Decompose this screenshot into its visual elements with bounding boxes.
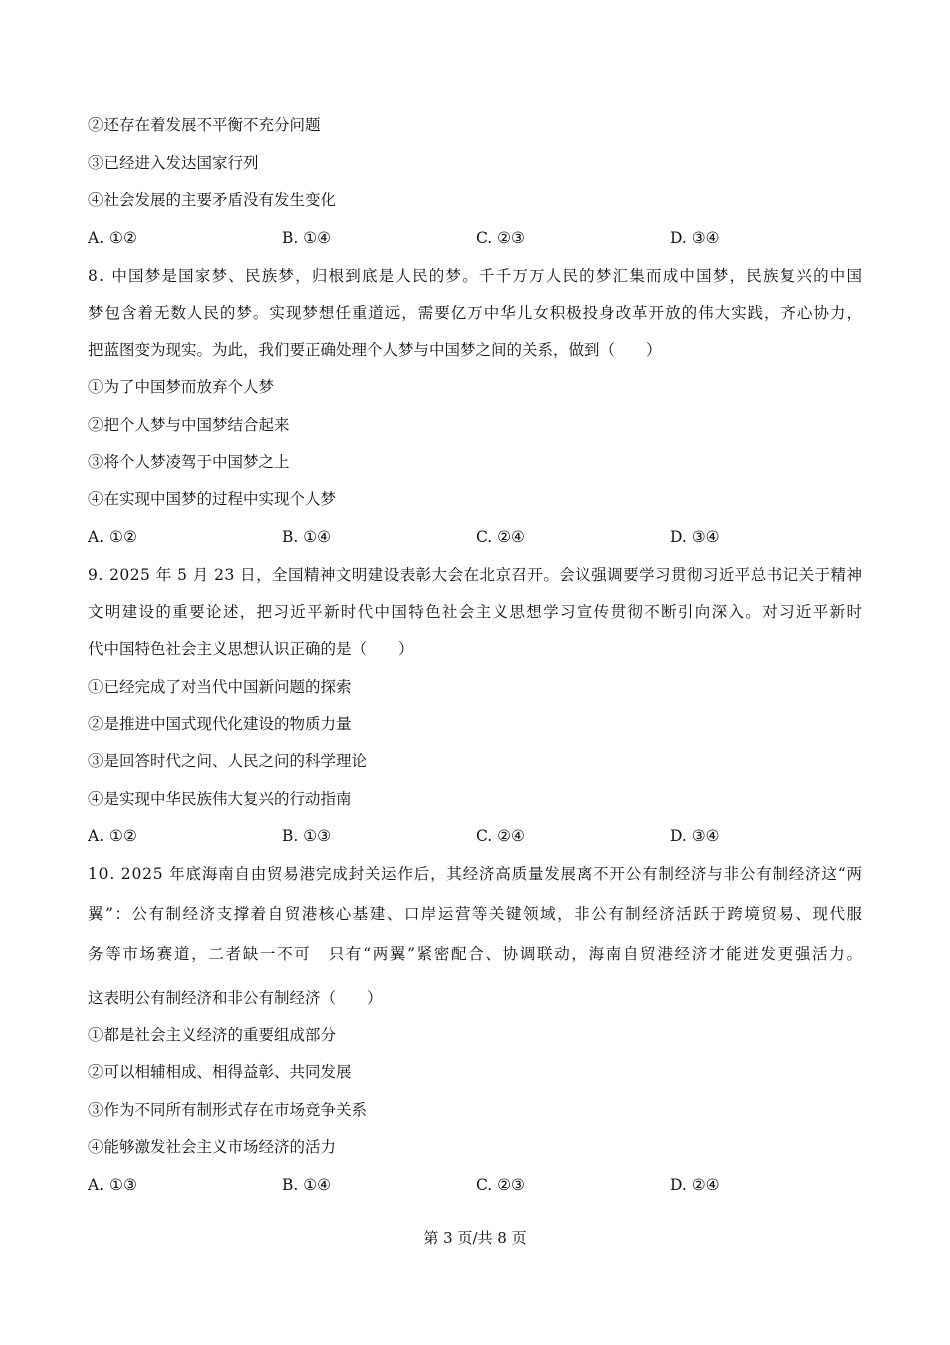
q10-item-4: ④能够激发社会主义市场经济的活力 — [88, 1138, 337, 1156]
q9-item-4: ④是实现中华民族伟大复兴的行动指南 — [88, 790, 352, 808]
q7-options — [88, 228, 862, 248]
q8-option-a: A. ①② — [88, 528, 137, 546]
q8-option-d: D. ③④ — [670, 528, 720, 546]
q9-options — [88, 826, 862, 846]
q10-option-a: A. ①③ — [88, 1176, 137, 1194]
q10-stem-line-4: 这表明公有制经济和非公有制经济（ ） — [88, 989, 383, 1007]
q10-option-d: D. ②④ — [670, 1176, 720, 1194]
q7-item-2: ②还存在着发展不平衡不充分问题 — [88, 116, 321, 134]
q9-item-2: ②是推进中国式现代化建设的物质力量 — [88, 715, 352, 733]
q9-item-1: ①已经完成了对当代中国新问题的探索 — [88, 678, 352, 696]
q10-item-1: ①都是社会主义经济的重要组成部分 — [88, 1026, 337, 1044]
q8-item-2: ②把个人梦与中国梦结合起来 — [88, 416, 290, 434]
q7-option-d: D. ③④ — [670, 229, 720, 247]
q9-stem-line-2: 文明建设的重要论述，把习近平新时代中国特色社会主义思想学习宣传贯彻不断引向深入。对习近平新时 — [88, 603, 864, 621]
q10-option-b: B. ①④ — [282, 1176, 332, 1194]
q8-item-3: ③将个人梦凌驾于中国梦之上 — [88, 453, 290, 471]
q7-item-3: ③已经进入发达国家行列 — [88, 154, 259, 172]
q10-options — [88, 1175, 862, 1195]
q9-option-a: A. ①② — [88, 827, 137, 845]
q10-stem-line-1: 10. 2025 年底海南自由贸易港完成封关运作后，其经济高质量发展离不开公有制经济与非公有制经济这“两 — [88, 865, 863, 883]
q8-stem-line-1: 8. 中国梦是国家梦、民族梦，归根到底是人民的梦。千千万万人民的梦汇集而成中国梦，民族复兴的中国 — [88, 267, 864, 285]
q7-option-a: A. ①② — [88, 229, 137, 247]
q8-item-4: ④在实现中国梦的过程中实现个人梦 — [88, 490, 337, 508]
q7-item-4: ④社会发展的主要矛盾没有发生变化 — [88, 191, 337, 209]
q9-option-b: B. ①③ — [282, 827, 332, 845]
q8-option-b: B. ①④ — [282, 528, 332, 546]
q8-stem-line-3: 把蓝图变为现实。为此，我们要正确处理个人梦与中国梦之间的关系，做到（ ） — [88, 341, 662, 359]
q10-stem-line-3: 务等市场赛道，二者缺一不可 只有“两翼”紧密配合、协调联动，海南自贸港经济才能迸发更强活力。 — [88, 945, 864, 963]
q9-stem-line-3: 代中国特色社会主义思想认识正确的是（ ） — [88, 640, 414, 658]
q10-option-c: C. ②③ — [476, 1176, 525, 1194]
q9-item-3: ③是回答时代之问、人民之问的科学理论 — [88, 752, 368, 770]
q9-stem-line-1: 9. 2025 年 5 月 23 日，全国精神文明建设表彰大会在北京召开。会议强调要学习贯彻习近平总书记关于精神 — [88, 566, 863, 584]
q8-item-1: ①为了中国梦而放弃个人梦 — [88, 378, 275, 396]
q8-option-c: C. ②④ — [476, 528, 525, 546]
q8-stem-line-2: 梦包含着无数人民的梦。实现梦想任重道远，需要亿万中华儿女积极投身改革开放的伟大实践，齐心协力， — [88, 304, 863, 322]
q7-option-c: C. ②③ — [476, 229, 525, 247]
q10-stem-line-2: 翼”：公有制经济支撑着自贸港核心基建、口岸运营等关键领域，非公有制经济活跃于跨境贸易、现代服 — [88, 905, 864, 923]
q8-options — [88, 527, 862, 547]
page-number: 第 3 页/共 8 页 — [423, 1229, 527, 1247]
q9-option-d: D. ③④ — [670, 827, 720, 845]
q7-option-b: B. ①④ — [282, 229, 332, 247]
q10-item-3: ③作为不同所有制形式存在市场竞争关系 — [88, 1101, 368, 1119]
q10-item-2: ②可以相辅相成、相得益彰、共同发展 — [88, 1063, 352, 1081]
q9-option-c: C. ②④ — [476, 827, 525, 845]
